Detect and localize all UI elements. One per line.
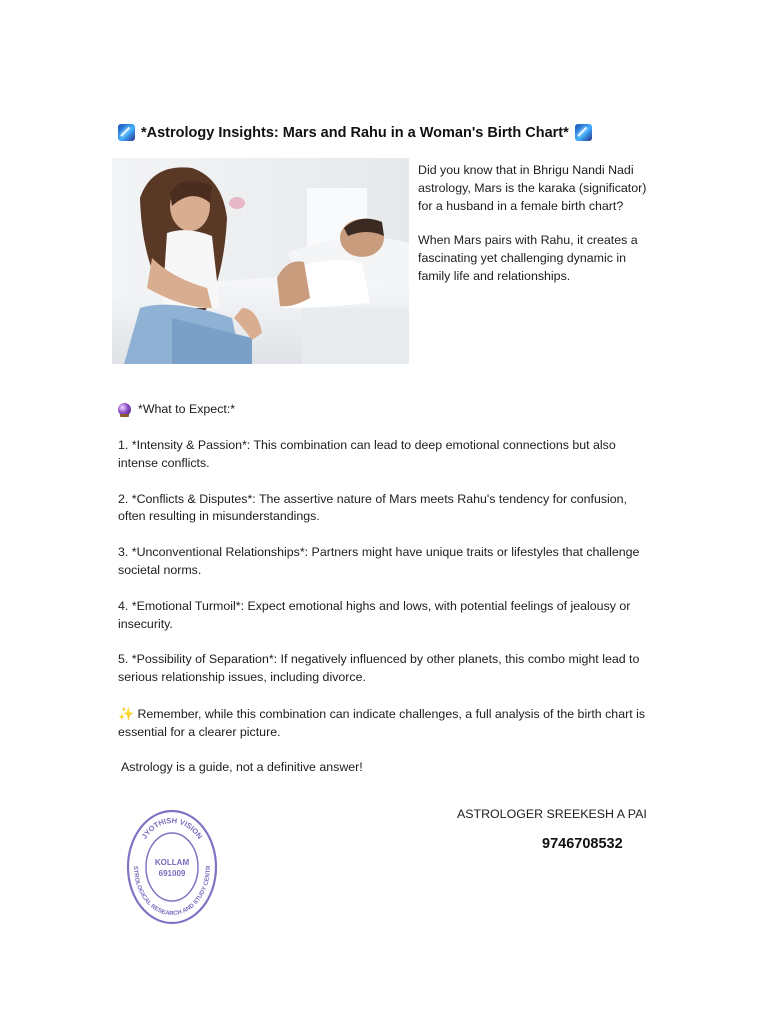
guide-line: Astrology is a guide, not a definitive answer! [121, 760, 363, 774]
astrologer-name: ASTROLOGER SREEKESH A PAI [457, 807, 647, 821]
expect-heading: *What to Expect:* [138, 402, 236, 416]
svg-text:JYOTHISH VISION: JYOTHISH VISION [139, 815, 205, 841]
seal-stamp [124, 805, 220, 929]
sparkles-icon: ✨ [118, 707, 135, 722]
list-item: 4. *Emotional Turmoil*: Expect emotional highs and lows, with potential feelings of jealousy or insecurity. [118, 598, 631, 631]
list-item: 1. *Intensity & Passion*: This combination can lead to deep emotional connections but also intense conflicts. [118, 438, 616, 470]
expect-heading-row [118, 402, 235, 416]
remember-paragraph [118, 706, 648, 742]
svg-text:ASTROLOGICAL RESEARCH AND STUD: STROLOGICAL RESEARCH AND STUDY CENTR [131, 865, 213, 918]
expect-list [118, 437, 658, 705]
comet-icon [118, 124, 135, 141]
list-item: 2. *Conflicts & Disputes*: The assertive nature of Mars meets Rahu's tendency for confusion, often resulting in misunderstandings. [118, 491, 628, 524]
list-item: 3. *Unconventional Relationships*: Partners might have unique traits or lifestyles that challenge societal norms. [118, 545, 640, 577]
document-title: *Astrology Insights: Mars and Rahu in a Woman's Birth Chart* [141, 124, 569, 141]
comet-icon [575, 124, 592, 141]
svg-text:691009: 691009 [158, 869, 186, 878]
intro-paragraph: When Mars pairs with Rahu, it creates a fascinating yet challenging dynamic in family life and relationships. [418, 233, 638, 283]
remember-text: Remember, while this combination can indicate challenges, a full analysis of the birth chart is essential for a clearer picture. [118, 707, 646, 739]
couple-photo [112, 158, 409, 364]
intro-text [418, 162, 658, 303]
crystal-ball-icon [118, 403, 131, 416]
svg-text:KOLLAM: KOLLAM [154, 858, 190, 867]
phone-number: 9746708532 [542, 836, 623, 852]
list-item: 5. *Possibility of Separation*: If negatively influenced by other planets, this combo might lead to serious relationship issues, including divorce. [118, 652, 640, 685]
document-title-row [118, 124, 638, 141]
intro-paragraph: Did you know that in Bhrigu Nandi Nadi astrology, Mars is the karaka (significator) for a husband in a female birth chart? [418, 163, 647, 213]
